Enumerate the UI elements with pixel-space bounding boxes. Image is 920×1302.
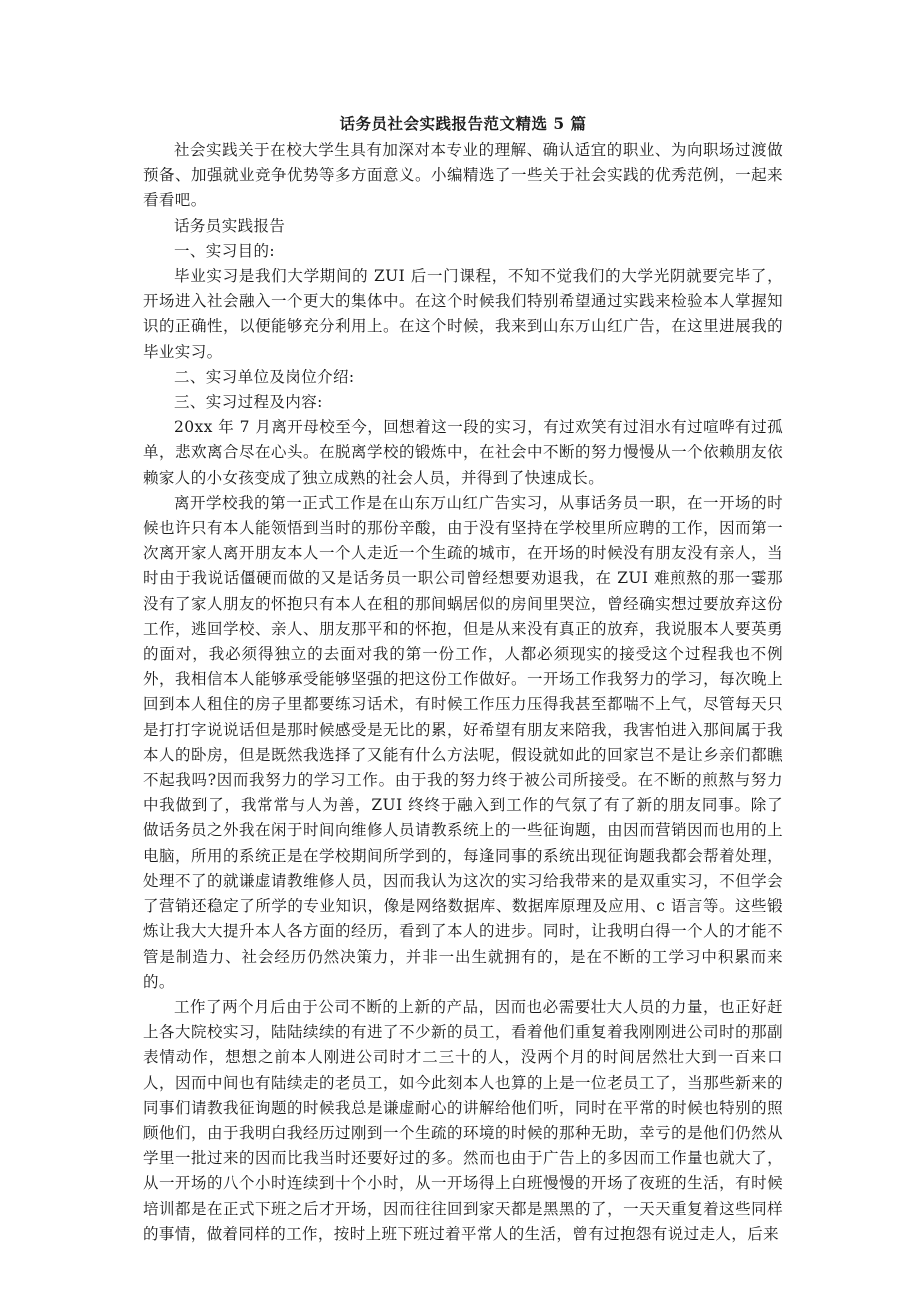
purpose-paragraph: 毕业实习是我们大学期间的 ZUI 后一门课程，不知不觉我们的大学光阴就要完毕了，开场进入社会融入一个更大的集体中。在这个时候我们特别希望通过实践来检验本人掌握知识的正确性，以便能够充分利用上。在这个时候，我来到山东万山红广告，在这里进展我的毕业实习。 <box>143 267 783 361</box>
intro-paragraph: 社会实践关于在校大学生具有加深对本专业的理解、确认适宜的职业、为向职场过渡做预备、加强就业竞争优势等多方面意义。小编精选了一些关于社会实践的优秀范例，一起来看看吧。 <box>143 141 783 210</box>
process-paragraph-3: 工作了两个月后由于公司不断的上新的产品，因而也必需要壮大人员的力量，也正好赶上各大院校实习，陆陆续续的有进了不少新的员工，看着他们重复着我刚刚进公司时的那副表情动作，想想之前本人刚进公司时才二三十的人，没两个月的时间居然壮大到一百来口人，因而中间也有陆续走的老员工，如今此刻本人也算的上是一位老员工了，当那些新来的同事们请教我征询题的时候我总是谦虚耐心的讲解给他们听，同时在平常的时候也特别的照顾他们，由于我明白我经历过刚到一个生疏的环境的时候的那种无助，幸亏的是他们仍然从学里一批过来的因而比我当时还要好过的多。然而也由于广告上的多因而工作量也就大了，从一开场的八个小时连续到十个小时，从一开场得上白班慢慢的开场了夜班的生活，有时候培训都是在正式下班之后才开场，因而往往回到家天都是黑黑的了，一天天重复着这些同样的事情，做着同样的工作，按时上班下班过着平常人的生活，曾有过抱怨有说过走人，后来 <box>143 997 783 1243</box>
section-heading-unit: 二、实习单位及岗位介绍: <box>174 367 355 386</box>
process-paragraph-1: 20xx 年 7 月离开母校至今，回想着这一段的实习，有过欢笑有过泪水有过喧哗有过孤单，悲欢离合尽在心头。在脱离学校的锻炼中，在社会中不断的努力慢慢从一个依赖朋友依赖家人的小女孩变成了独立成熟的社会人员，并得到了快速成长。 <box>143 418 783 487</box>
section-heading-purpose: 一、实习目的: <box>174 241 276 260</box>
document-page <box>143 112 783 1247</box>
process-paragraph-2: 离开学校我的第一正式工作是在山东万山红广告实习，从事话务员一职，在一开场的时候也许只有本人能领悟到当时的那份辛酸，由于没有坚持在学校里所应聘的工作，因而第一次离开家人离开朋友本人一个人走近一个生疏的城市，在开场的时候没有朋友没有亲人，当时由于我说话僵硬而做的又是话务员一职公司曾经想要劝退我，在 ZUI 难煎熬的那一霎那没有了家人朋友的怀抱只有本人在租的那间蜗居似的房间里哭泣，曾经确实想过要放弃这份工作，逃回学校、亲人、朋友那平和的怀抱，但是从来没有真正的放弃，我说服本人要英勇的面对，我必须得独立的去面对我的第一份工作，人都必须现实的接受这个过程我也不例外，我相信本人能够承受能够坚强的把这份工作做好。一开场工作我努力的学习，每次晚上回到本人租住的房子里都要练习话术，有时候工作压力压得我甚至都喘不上气，尽管每天只是打打字说说话但是那时候感受是无比的累，好希望有朋友来陪我，我害怕进入那间属于我本人的卧房，但是既然我选择了又能有什么方法呢，假设就如此的回家岂不是让乡亲们都瞧不起我吗?因而我努力的学习工作。由于我的努力终于被公司所接受。在不断的煎熬与努力中我做到了，我常常与人为善，ZUI 终终于融入到工作的气氛了有了新的朋友同事。除了做话务员之外我在闲于时间向维修人员请教系统上的一些征询题，由因而营销因而也用的上电脑，所用的系统正是在学校期间所学到的，每逢同事的系统出现征询题我都会帮着处理，处理不了的就谦虚请教维修人员，因而我认为这次的实习给我带来的是双重实习，不但学会了营销还稳定了所学的专业知识，像是网络数据库、数据库原理及应用、c 语言等。这些锻炼让我大大提升本人各方面的经历，看到了本人的进步。同时，让我明白得一个人的才能不管是制造力、社会经历仍然决策力，并非一出生就拥有的，是在不断的工学习中积累而来的。 <box>143 493 783 991</box>
document-title: 话务员社会实践报告范文精选 5 篇 <box>339 114 587 133</box>
section-heading-process: 三、实习过程及内容: <box>174 393 323 412</box>
section-heading-report: 话务员实践报告 <box>174 216 286 235</box>
